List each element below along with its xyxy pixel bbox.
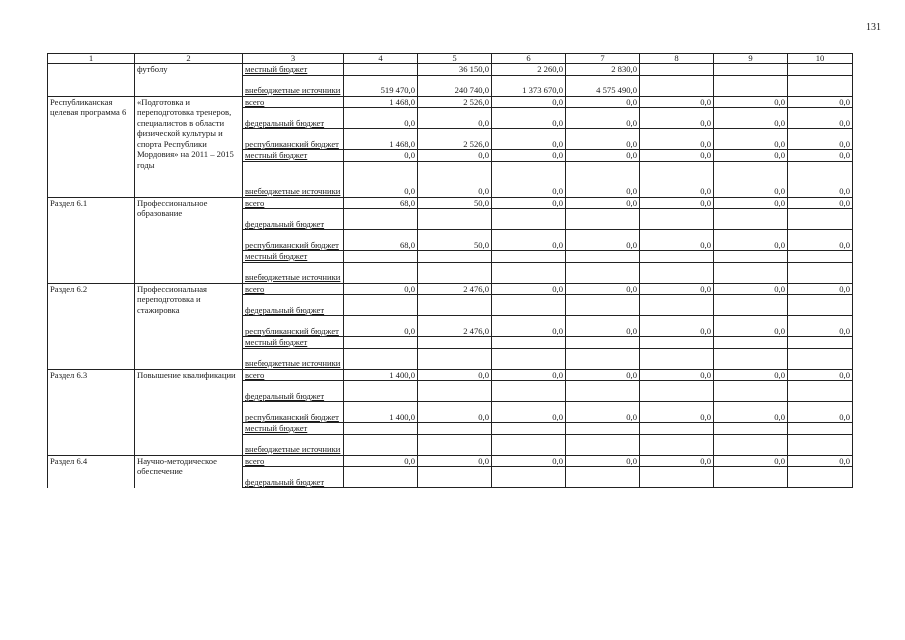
- value-cell: 0,0: [492, 455, 566, 467]
- value-cell: [418, 209, 492, 230]
- value-cell: [788, 262, 853, 283]
- source-label-text: всего: [245, 283, 265, 294]
- section-title: Профессиональная переподготовка и стажировка: [135, 283, 243, 369]
- value-cell: 0,0: [640, 150, 714, 162]
- value-cell: [788, 75, 853, 96]
- value-cell: [344, 337, 418, 349]
- value-cell: 0,0: [788, 369, 853, 381]
- value-cell: [492, 434, 566, 455]
- value-cell: 0,0: [714, 129, 788, 150]
- value-cell: [492, 348, 566, 369]
- value-cell: [492, 381, 566, 402]
- value-cell: 2 526,0: [418, 129, 492, 150]
- section-code: Раздел 6.2: [48, 283, 135, 369]
- table-row: [48, 455, 853, 467]
- value-cell: [418, 467, 492, 488]
- value-cell: 0,0: [566, 150, 640, 162]
- value-cell: 0,0: [566, 197, 640, 209]
- value-cell: [640, 467, 714, 488]
- value-cell: 0,0: [788, 150, 853, 162]
- section-code: Республиканская целевая программа 6: [48, 96, 135, 197]
- value-cell: [492, 337, 566, 349]
- value-cell: 1 400,0: [344, 402, 418, 423]
- value-cell: [566, 337, 640, 349]
- value-cell: 0,0: [640, 108, 714, 129]
- source-label: [243, 467, 344, 488]
- section-code: [48, 64, 135, 97]
- value-cell: 0,0: [566, 129, 640, 150]
- source-label: [243, 381, 344, 402]
- value-cell: [418, 348, 492, 369]
- source-label-text: местный бюджет: [245, 64, 308, 74]
- source-label: [243, 402, 344, 423]
- value-cell: 1 373 670,0: [492, 75, 566, 96]
- value-cell: [566, 423, 640, 435]
- source-label-text: внебюджетные источники: [245, 85, 341, 95]
- value-cell: [344, 64, 418, 76]
- value-cell: 0,0: [492, 283, 566, 295]
- value-cell: 0,0: [566, 369, 640, 381]
- value-cell: 0,0: [640, 161, 714, 197]
- header-row: [48, 54, 853, 64]
- table-row: [48, 197, 853, 209]
- source-label-text: местный бюджет: [245, 251, 308, 261]
- value-cell: 0,0: [640, 230, 714, 251]
- value-cell: 0,0: [566, 402, 640, 423]
- source-label: [243, 230, 344, 251]
- value-cell: 0,0: [418, 150, 492, 162]
- value-cell: [566, 262, 640, 283]
- value-cell: [344, 467, 418, 488]
- value-cell: 50,0: [418, 230, 492, 251]
- source-label-text: федеральный бюджет: [245, 218, 325, 229]
- value-cell: 0,0: [788, 230, 853, 251]
- value-cell: [344, 295, 418, 316]
- value-cell: [714, 295, 788, 316]
- value-cell: 68,0: [344, 197, 418, 209]
- value-cell: [566, 434, 640, 455]
- source-label: [243, 197, 344, 209]
- header-cell: 5: [418, 54, 492, 64]
- value-cell: 0,0: [344, 283, 418, 295]
- source-label: [243, 337, 344, 349]
- source-label: [243, 251, 344, 263]
- page-number: 131: [866, 22, 881, 33]
- header-cell: 2: [135, 54, 243, 64]
- value-cell: 0,0: [492, 230, 566, 251]
- source-label-text: республиканский бюджет: [245, 411, 339, 422]
- value-cell: [714, 75, 788, 96]
- value-cell: [492, 295, 566, 316]
- value-cell: 1 468,0: [344, 96, 418, 108]
- value-cell: 36 150,0: [418, 64, 492, 76]
- value-cell: 0,0: [566, 108, 640, 129]
- value-cell: 240 740,0: [418, 75, 492, 96]
- source-label-text: всего: [245, 96, 265, 107]
- table-row: [48, 283, 853, 295]
- value-cell: 0,0: [418, 108, 492, 129]
- value-cell: [566, 251, 640, 263]
- value-cell: [344, 348, 418, 369]
- source-label-text: республиканский бюджет: [245, 239, 339, 250]
- value-cell: 0,0: [788, 316, 853, 337]
- value-cell: 519 470,0: [344, 75, 418, 96]
- value-cell: 0,0: [344, 108, 418, 129]
- value-cell: [640, 337, 714, 349]
- value-cell: 2 476,0: [418, 283, 492, 295]
- value-cell: [640, 262, 714, 283]
- value-cell: 1 468,0: [344, 129, 418, 150]
- value-cell: [418, 434, 492, 455]
- value-cell: [492, 262, 566, 283]
- value-cell: 0,0: [788, 108, 853, 129]
- source-label-text: всего: [245, 455, 265, 466]
- section-title: футболу: [135, 64, 243, 97]
- value-cell: [640, 251, 714, 263]
- value-cell: 0,0: [714, 161, 788, 197]
- value-cell: 0,0: [344, 150, 418, 162]
- value-cell: 68,0: [344, 230, 418, 251]
- source-label-text: федеральный бюджет: [245, 117, 325, 128]
- value-cell: 0,0: [418, 369, 492, 381]
- source-label: [243, 108, 344, 129]
- value-cell: [418, 381, 492, 402]
- value-cell: 0,0: [640, 369, 714, 381]
- source-label: [243, 434, 344, 455]
- source-label: [243, 209, 344, 230]
- source-label: [243, 283, 344, 295]
- source-label: [243, 423, 344, 435]
- header-cell: 4: [344, 54, 418, 64]
- section-title: Научно-методическое обеспечение: [135, 455, 243, 488]
- value-cell: 1 400,0: [344, 369, 418, 381]
- value-cell: 0,0: [566, 316, 640, 337]
- value-cell: [788, 251, 853, 263]
- source-label-text: внебюджетные источники: [245, 358, 341, 368]
- value-cell: [714, 64, 788, 76]
- value-cell: 0,0: [566, 96, 640, 108]
- source-label: [243, 369, 344, 381]
- value-cell: [714, 251, 788, 263]
- value-cell: [640, 209, 714, 230]
- value-cell: 2 830,0: [566, 64, 640, 76]
- value-cell: 0,0: [566, 455, 640, 467]
- source-label: [243, 64, 344, 76]
- source-label-text: местный бюджет: [245, 337, 308, 347]
- value-cell: [714, 337, 788, 349]
- source-label-text: республиканский бюджет: [245, 138, 339, 149]
- value-cell: 0,0: [640, 129, 714, 150]
- header-cell: 7: [566, 54, 640, 64]
- header-cell: 9: [714, 54, 788, 64]
- value-cell: 4 575 490,0: [566, 75, 640, 96]
- header-cell: 8: [640, 54, 714, 64]
- value-cell: 50,0: [418, 197, 492, 209]
- value-cell: 0,0: [714, 402, 788, 423]
- value-cell: [344, 434, 418, 455]
- value-cell: 0,0: [714, 316, 788, 337]
- value-cell: 0,0: [492, 96, 566, 108]
- value-cell: [788, 467, 853, 488]
- value-cell: 0,0: [344, 316, 418, 337]
- value-cell: 2 526,0: [418, 96, 492, 108]
- value-cell: 2 260,0: [492, 64, 566, 76]
- value-cell: [714, 209, 788, 230]
- section-code: Раздел 6.3: [48, 369, 135, 455]
- source-label-text: всего: [245, 369, 265, 380]
- value-cell: [344, 262, 418, 283]
- value-cell: 0,0: [418, 455, 492, 467]
- source-label: [243, 348, 344, 369]
- value-cell: [788, 209, 853, 230]
- value-cell: [640, 423, 714, 435]
- value-cell: [418, 423, 492, 435]
- value-cell: 0,0: [492, 129, 566, 150]
- value-cell: [714, 423, 788, 435]
- source-label-text: внебюджетные источники: [245, 444, 341, 454]
- value-cell: [344, 251, 418, 263]
- value-cell: 0,0: [492, 108, 566, 129]
- value-cell: 0,0: [714, 108, 788, 129]
- source-label-text: внебюджетные источники: [245, 186, 341, 196]
- value-cell: [788, 295, 853, 316]
- value-cell: [640, 381, 714, 402]
- value-cell: 0,0: [788, 402, 853, 423]
- value-cell: 0,0: [418, 402, 492, 423]
- header-cell: 6: [492, 54, 566, 64]
- source-label-text: всего: [245, 197, 265, 208]
- source-label: [243, 295, 344, 316]
- value-cell: [344, 209, 418, 230]
- source-label-text: местный бюджет: [245, 150, 308, 160]
- value-cell: 0,0: [788, 197, 853, 209]
- value-cell: [418, 251, 492, 263]
- value-cell: 0,0: [714, 283, 788, 295]
- value-cell: [492, 423, 566, 435]
- value-cell: [788, 64, 853, 76]
- value-cell: 0,0: [788, 129, 853, 150]
- value-cell: 0,0: [714, 150, 788, 162]
- source-label-text: внебюджетные источники: [245, 272, 341, 282]
- value-cell: [640, 75, 714, 96]
- section-title: Профессиональное образование: [135, 197, 243, 283]
- value-cell: 0,0: [344, 455, 418, 467]
- section-code: Раздел 6.4: [48, 455, 135, 488]
- table-row: [48, 369, 853, 381]
- value-cell: 2 476,0: [418, 316, 492, 337]
- value-cell: [418, 337, 492, 349]
- source-label: [243, 161, 344, 197]
- header-cell: 10: [788, 54, 853, 64]
- value-cell: [566, 209, 640, 230]
- value-cell: 0,0: [640, 197, 714, 209]
- value-cell: [640, 434, 714, 455]
- source-label-text: федеральный бюджет: [245, 390, 325, 401]
- value-cell: 0,0: [714, 369, 788, 381]
- value-cell: 0,0: [492, 369, 566, 381]
- value-cell: 0,0: [788, 283, 853, 295]
- value-cell: 0,0: [714, 197, 788, 209]
- value-cell: [640, 295, 714, 316]
- value-cell: [788, 434, 853, 455]
- table-row: [48, 96, 853, 108]
- value-cell: [788, 423, 853, 435]
- value-cell: [714, 381, 788, 402]
- value-cell: [640, 64, 714, 76]
- value-cell: 0,0: [714, 96, 788, 108]
- value-cell: 0,0: [566, 230, 640, 251]
- value-cell: [344, 423, 418, 435]
- value-cell: [788, 337, 853, 349]
- table-row: [48, 64, 853, 76]
- value-cell: 0,0: [788, 161, 853, 197]
- source-label: [243, 455, 344, 467]
- value-cell: 0,0: [492, 316, 566, 337]
- header-cell: 3: [243, 54, 344, 64]
- source-label-text: местный бюджет: [245, 423, 308, 433]
- value-cell: [566, 381, 640, 402]
- value-cell: 0,0: [566, 161, 640, 197]
- value-cell: [566, 467, 640, 488]
- value-cell: 0,0: [418, 161, 492, 197]
- value-cell: [492, 251, 566, 263]
- value-cell: [566, 295, 640, 316]
- value-cell: 0,0: [492, 402, 566, 423]
- source-label: [243, 96, 344, 108]
- value-cell: 0,0: [714, 230, 788, 251]
- value-cell: 0,0: [566, 283, 640, 295]
- value-cell: 0,0: [640, 96, 714, 108]
- value-cell: 0,0: [788, 455, 853, 467]
- source-label: [243, 316, 344, 337]
- value-cell: 0,0: [492, 150, 566, 162]
- value-cell: 0,0: [640, 402, 714, 423]
- value-cell: [418, 295, 492, 316]
- source-label: [243, 150, 344, 162]
- section-code: Раздел 6.1: [48, 197, 135, 283]
- value-cell: [492, 209, 566, 230]
- value-cell: [714, 348, 788, 369]
- source-label-text: республиканский бюджет: [245, 325, 339, 336]
- source-label: [243, 262, 344, 283]
- value-cell: 0,0: [788, 96, 853, 108]
- value-cell: [418, 262, 492, 283]
- value-cell: 0,0: [640, 283, 714, 295]
- source-label: [243, 75, 344, 96]
- header-cell: 1: [48, 54, 135, 64]
- value-cell: 0,0: [640, 316, 714, 337]
- value-cell: [492, 467, 566, 488]
- section-title: «Подготовка и переподготовка тренеров, специалистов в области физической культуры и спорта Республики Мордовия» на 2011 – 2015 годы: [135, 96, 243, 197]
- value-cell: [640, 348, 714, 369]
- value-cell: [788, 348, 853, 369]
- source-label-text: федеральный бюджет: [245, 476, 325, 487]
- value-cell: [714, 262, 788, 283]
- value-cell: 0,0: [714, 455, 788, 467]
- source-label: [243, 129, 344, 150]
- value-cell: 0,0: [492, 161, 566, 197]
- value-cell: [566, 348, 640, 369]
- value-cell: [788, 381, 853, 402]
- value-cell: [714, 467, 788, 488]
- value-cell: 0,0: [640, 455, 714, 467]
- value-cell: 0,0: [344, 161, 418, 197]
- section-title: Повышение квалификации: [135, 369, 243, 455]
- value-cell: [344, 381, 418, 402]
- value-cell: [714, 434, 788, 455]
- budget-table: [47, 53, 853, 488]
- source-label-text: федеральный бюджет: [245, 304, 325, 315]
- value-cell: 0,0: [492, 197, 566, 209]
